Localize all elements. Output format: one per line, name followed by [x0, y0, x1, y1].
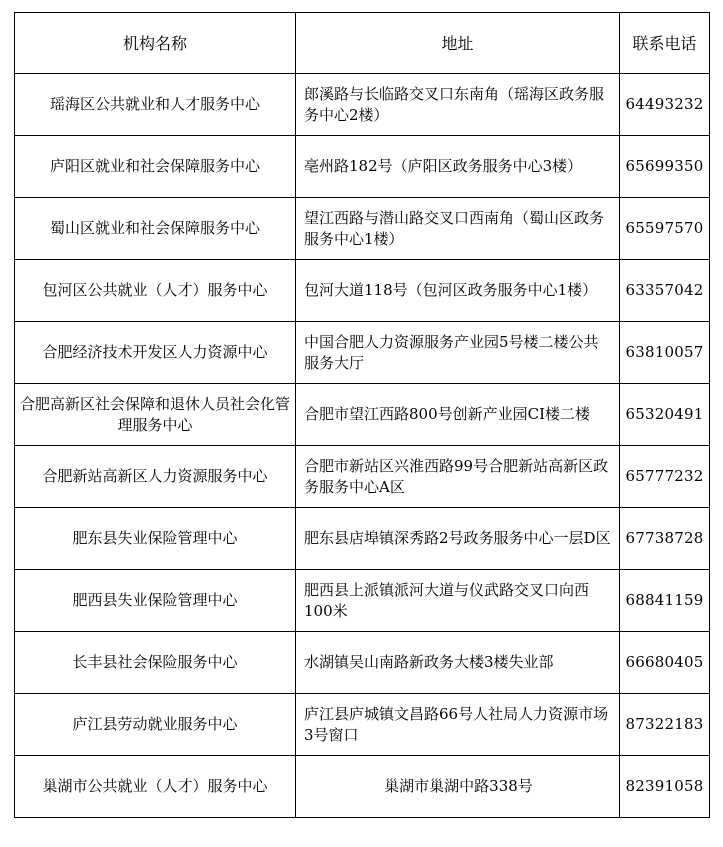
agency-name: 肥东县失业保险管理中心	[15, 508, 296, 570]
agency-address: 合肥市新站区兴淮西路99号合肥新站高新区政务服务中心A区	[296, 446, 620, 508]
agency-name: 巢湖市公共就业（人才）服务中心	[15, 756, 296, 818]
agency-phone: 82391058	[620, 756, 710, 818]
agency-name: 庐阳区就业和社会保障服务中心	[15, 136, 296, 198]
agency-name: 肥西县失业保险管理中心	[15, 570, 296, 632]
agency-address: 肥西县上派镇派河大道与仪武路交叉口向西100米	[296, 570, 620, 632]
table-row	[15, 570, 710, 632]
agency-address: 水湖镇吴山南路新政务大楼3楼失业部	[296, 632, 620, 694]
agency-phone: 64493232	[620, 74, 710, 136]
table-row	[15, 322, 710, 384]
table-row	[15, 260, 710, 322]
agency-address: 郎溪路与长临路交叉口东南角（瑶海区政务服务中心2楼）	[296, 74, 620, 136]
agency-phone: 63810057	[620, 322, 710, 384]
agency-address: 庐江县庐城镇文昌路66号人社局人力资源市场3号窗口	[296, 694, 620, 756]
agency-phone: 65597570	[620, 198, 710, 260]
agency-phone: 63357042	[620, 260, 710, 322]
agency-name: 蜀山区就业和社会保障服务中心	[15, 198, 296, 260]
agency-address: 包河大道118号（包河区政务服务中心1楼）	[296, 260, 620, 322]
agency-table	[14, 12, 710, 818]
agency-phone: 66680405	[620, 632, 710, 694]
table-row	[15, 756, 710, 818]
agency-name: 庐江县劳动就业服务中心	[15, 694, 296, 756]
agency-phone: 65699350	[620, 136, 710, 198]
agency-phone: 65320491	[620, 384, 710, 446]
table-row	[15, 446, 710, 508]
table-row	[15, 136, 710, 198]
table-row	[15, 694, 710, 756]
table-row	[15, 74, 710, 136]
table-row	[15, 508, 710, 570]
agency-phone: 87322183	[620, 694, 710, 756]
header-name: 机构名称	[15, 13, 296, 74]
table-row	[15, 198, 710, 260]
agency-address: 中国合肥人力资源服务产业园5号楼二楼公共服务大厅	[296, 322, 620, 384]
agency-phone: 65777232	[620, 446, 710, 508]
agency-address: 巢湖市巢湖中路338号	[296, 756, 620, 818]
agency-name: 合肥经济技术开发区人力资源中心	[15, 322, 296, 384]
table-row	[15, 384, 710, 446]
agency-name: 瑶海区公共就业和人才服务中心	[15, 74, 296, 136]
agency-name: 包河区公共就业（人才）服务中心	[15, 260, 296, 322]
table-row	[15, 632, 710, 694]
agency-phone: 68841159	[620, 570, 710, 632]
agency-name: 合肥高新区社会保障和退休人员社会化管理服务中心	[15, 384, 296, 446]
agency-address: 合肥市望江西路800号创新产业园CI楼二楼	[296, 384, 620, 446]
agency-name: 长丰县社会保险服务中心	[15, 632, 296, 694]
agency-phone: 67738728	[620, 508, 710, 570]
table-header-row	[15, 13, 710, 74]
header-address: 地址	[296, 13, 620, 74]
header-phone: 联系电话	[620, 13, 710, 74]
agency-name: 合肥新站高新区人力资源服务中心	[15, 446, 296, 508]
agency-address: 亳州路182号（庐阳区政务服务中心3楼）	[296, 136, 620, 198]
agency-address: 望江西路与潜山路交叉口西南角（蜀山区政务服务中心1楼）	[296, 198, 620, 260]
agency-address: 肥东县店埠镇深秀路2号政务服务中心一层D区	[296, 508, 620, 570]
